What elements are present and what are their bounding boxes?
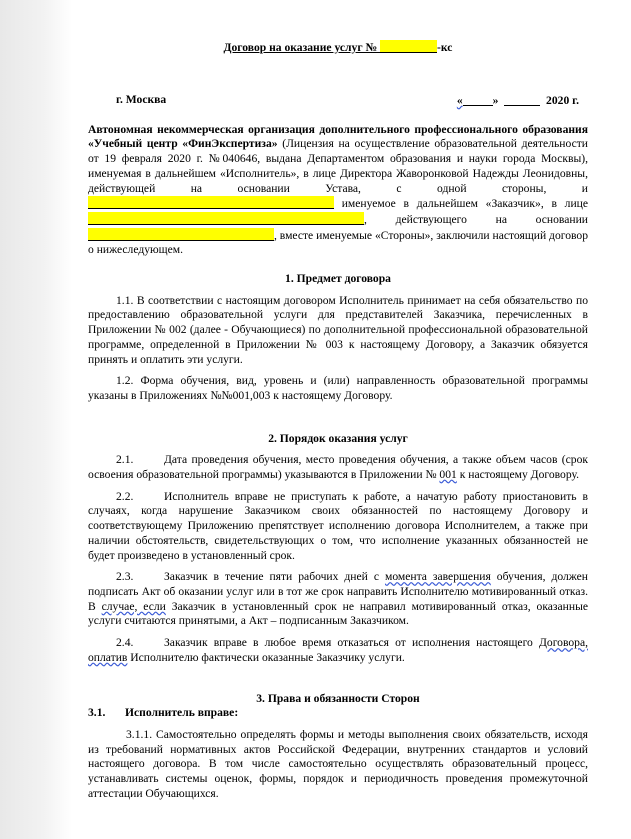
date-open-quote: « [456, 93, 463, 107]
contract-number-field[interactable] [380, 40, 437, 53]
clause-2-2-text: Исполнитель вправе не приступать к работе, а начатую работу приостановить в случаях, когда нарушение Заказчиком своих обязанностей по настоящему Договору и соответствующему Приложению препятствует исполнению договора Исполнителем, а также при наличии обстоятельств, свидетельствующих о том, что исполнение указанных обязанностей не будет произведено в установленный срок. [88, 489, 588, 562]
preamble-text-2: именуемое в дальнейшем «Заказчик», в лице [334, 197, 588, 211]
clause-2-4-text: Заказчик вправе в любое время отказаться от исполнения настоящего [164, 636, 539, 650]
contract-page [88, 40, 588, 801]
date-close-quote: » [492, 93, 499, 107]
place: г. Москва [116, 92, 167, 106]
title-suffix: -кс [437, 41, 453, 54]
clause-2-4-marked: Договора, оплатив [88, 636, 588, 664]
preamble-text-3: , действующего на основании [364, 212, 588, 226]
preamble-paragraph [88, 123, 588, 258]
section-3-heading: 3. Права и обязанности Сторон [256, 691, 420, 705]
customer-representative-field[interactable] [88, 212, 364, 225]
clause-2-4-text-end: Исполнителю фактически оказанные Заказчику услуги. [127, 650, 405, 664]
date-year: 2020 г. [546, 93, 579, 107]
executor-organization: Автономная некоммерческая организация дополнительного профессионального образования «Учебный центр «ФинЭкспертиза» [88, 122, 588, 151]
clause-2-3-text-3: Заказчик в установленный срок не направил мотивированный отказ, оказанные услуги считаются принятыми, а Акт – подписанным Заказчиком. [88, 599, 589, 628]
title-prefix: Договор на оказание услуг № [223, 41, 381, 54]
clause-2-3 [88, 570, 588, 629]
clause-2-1-text-end: к настоящему Договору. [456, 468, 580, 482]
window-edge-shadow [0, 0, 72, 839]
clause-2-3-text: Заказчик в течение пяти рабочих дней с [164, 570, 385, 584]
clause-2-4 [88, 636, 588, 665]
clause-2-3-marked-2: случае, если [101, 599, 166, 613]
clause-2-1-number: 2.1. [116, 453, 134, 467]
clause-3-1-label: Исполнитель вправе: [125, 706, 239, 720]
section-1-heading: 1. Предмет договора [285, 272, 391, 286]
clause-2-4-number: 2.4. [116, 636, 134, 650]
clause-2-3-text-2: обучения, должен подписать Акт об оказании услуг или в тот же срок направить Исполнителю мотивированный отказ. В [88, 570, 588, 613]
document-title [88, 40, 588, 56]
customer-name-field[interactable] [88, 196, 334, 209]
customer-authority-basis-field[interactable] [88, 228, 274, 241]
clause-2-2 [88, 490, 588, 564]
clause-1-2: 1.2. Форма обучения, вид, уровень и (или) направленность образовательной программы указаны в Приложениях №№001,003 к настоящему Договору. [88, 374, 588, 402]
clause-2-3-marked-1: момента завершения [384, 570, 491, 584]
clause-3-1-1: 3.1.1. Самостоятельно определять формы и методы выполнения своих обязательств, исходя из требований нормативных актов Российской Федерации, внутренних стандартов и условий настоящего договора. В том числе самостоятельно осуществлять образовательный процесс, устанавливать системы оценок, формы, порядок и периодичность проведения промежуточной аттестации Обучающихся. [88, 727, 588, 800]
clause-3-1-number: 3.1. [88, 706, 106, 720]
clause-2-2-number: 2.2. [116, 489, 134, 503]
preamble-text-1: (Лицензия на осуществление образовательной деятельности от 19 февраля 2020 г. №040646, выдана Департаментом образования и науки города Москвы), именуемая в дальнейшем «Исполнитель», в лице Директора Жаворонковой Надежды Леонидовны, действующей на основании Устава, с одной стороны, и [88, 137, 588, 195]
date-month-field[interactable] [504, 93, 540, 106]
clause-2-3-number: 2.3. [116, 570, 134, 584]
place-date-line [88, 93, 588, 108]
clause-3-1-heading [88, 706, 588, 721]
date-day-field[interactable] [463, 93, 493, 106]
section-2-heading: 2. Порядок оказания услуг [268, 431, 408, 445]
clause-2-1 [88, 453, 588, 482]
contract-date [457, 93, 579, 109]
clause-2-1-appendix-number: 001 [439, 468, 457, 482]
preamble-text-4: , вместе именуемые «Стороны», заключили настоящий договор о нижеследующем. [88, 228, 589, 257]
clause-2-1-text: Дата проведения обучения, место проведения обучения, а также объем часов (срок освоения образовательной программы) указываются в Приложении № [88, 453, 588, 482]
clause-1-1: 1.1. В соответствии с настоящим договором Исполнитель принимает на себя обязательство по предоставлению образовательной услуги для представителей Заказчика, перечисленных в Приложении № 002 (далее - Обучающиеся) по дополнительной профессиональной образовательной программе, определенной в Приложении № 003 к настоящему Договору, а Заказчик обязуется принять и оплатить эти услуги. [88, 293, 588, 366]
